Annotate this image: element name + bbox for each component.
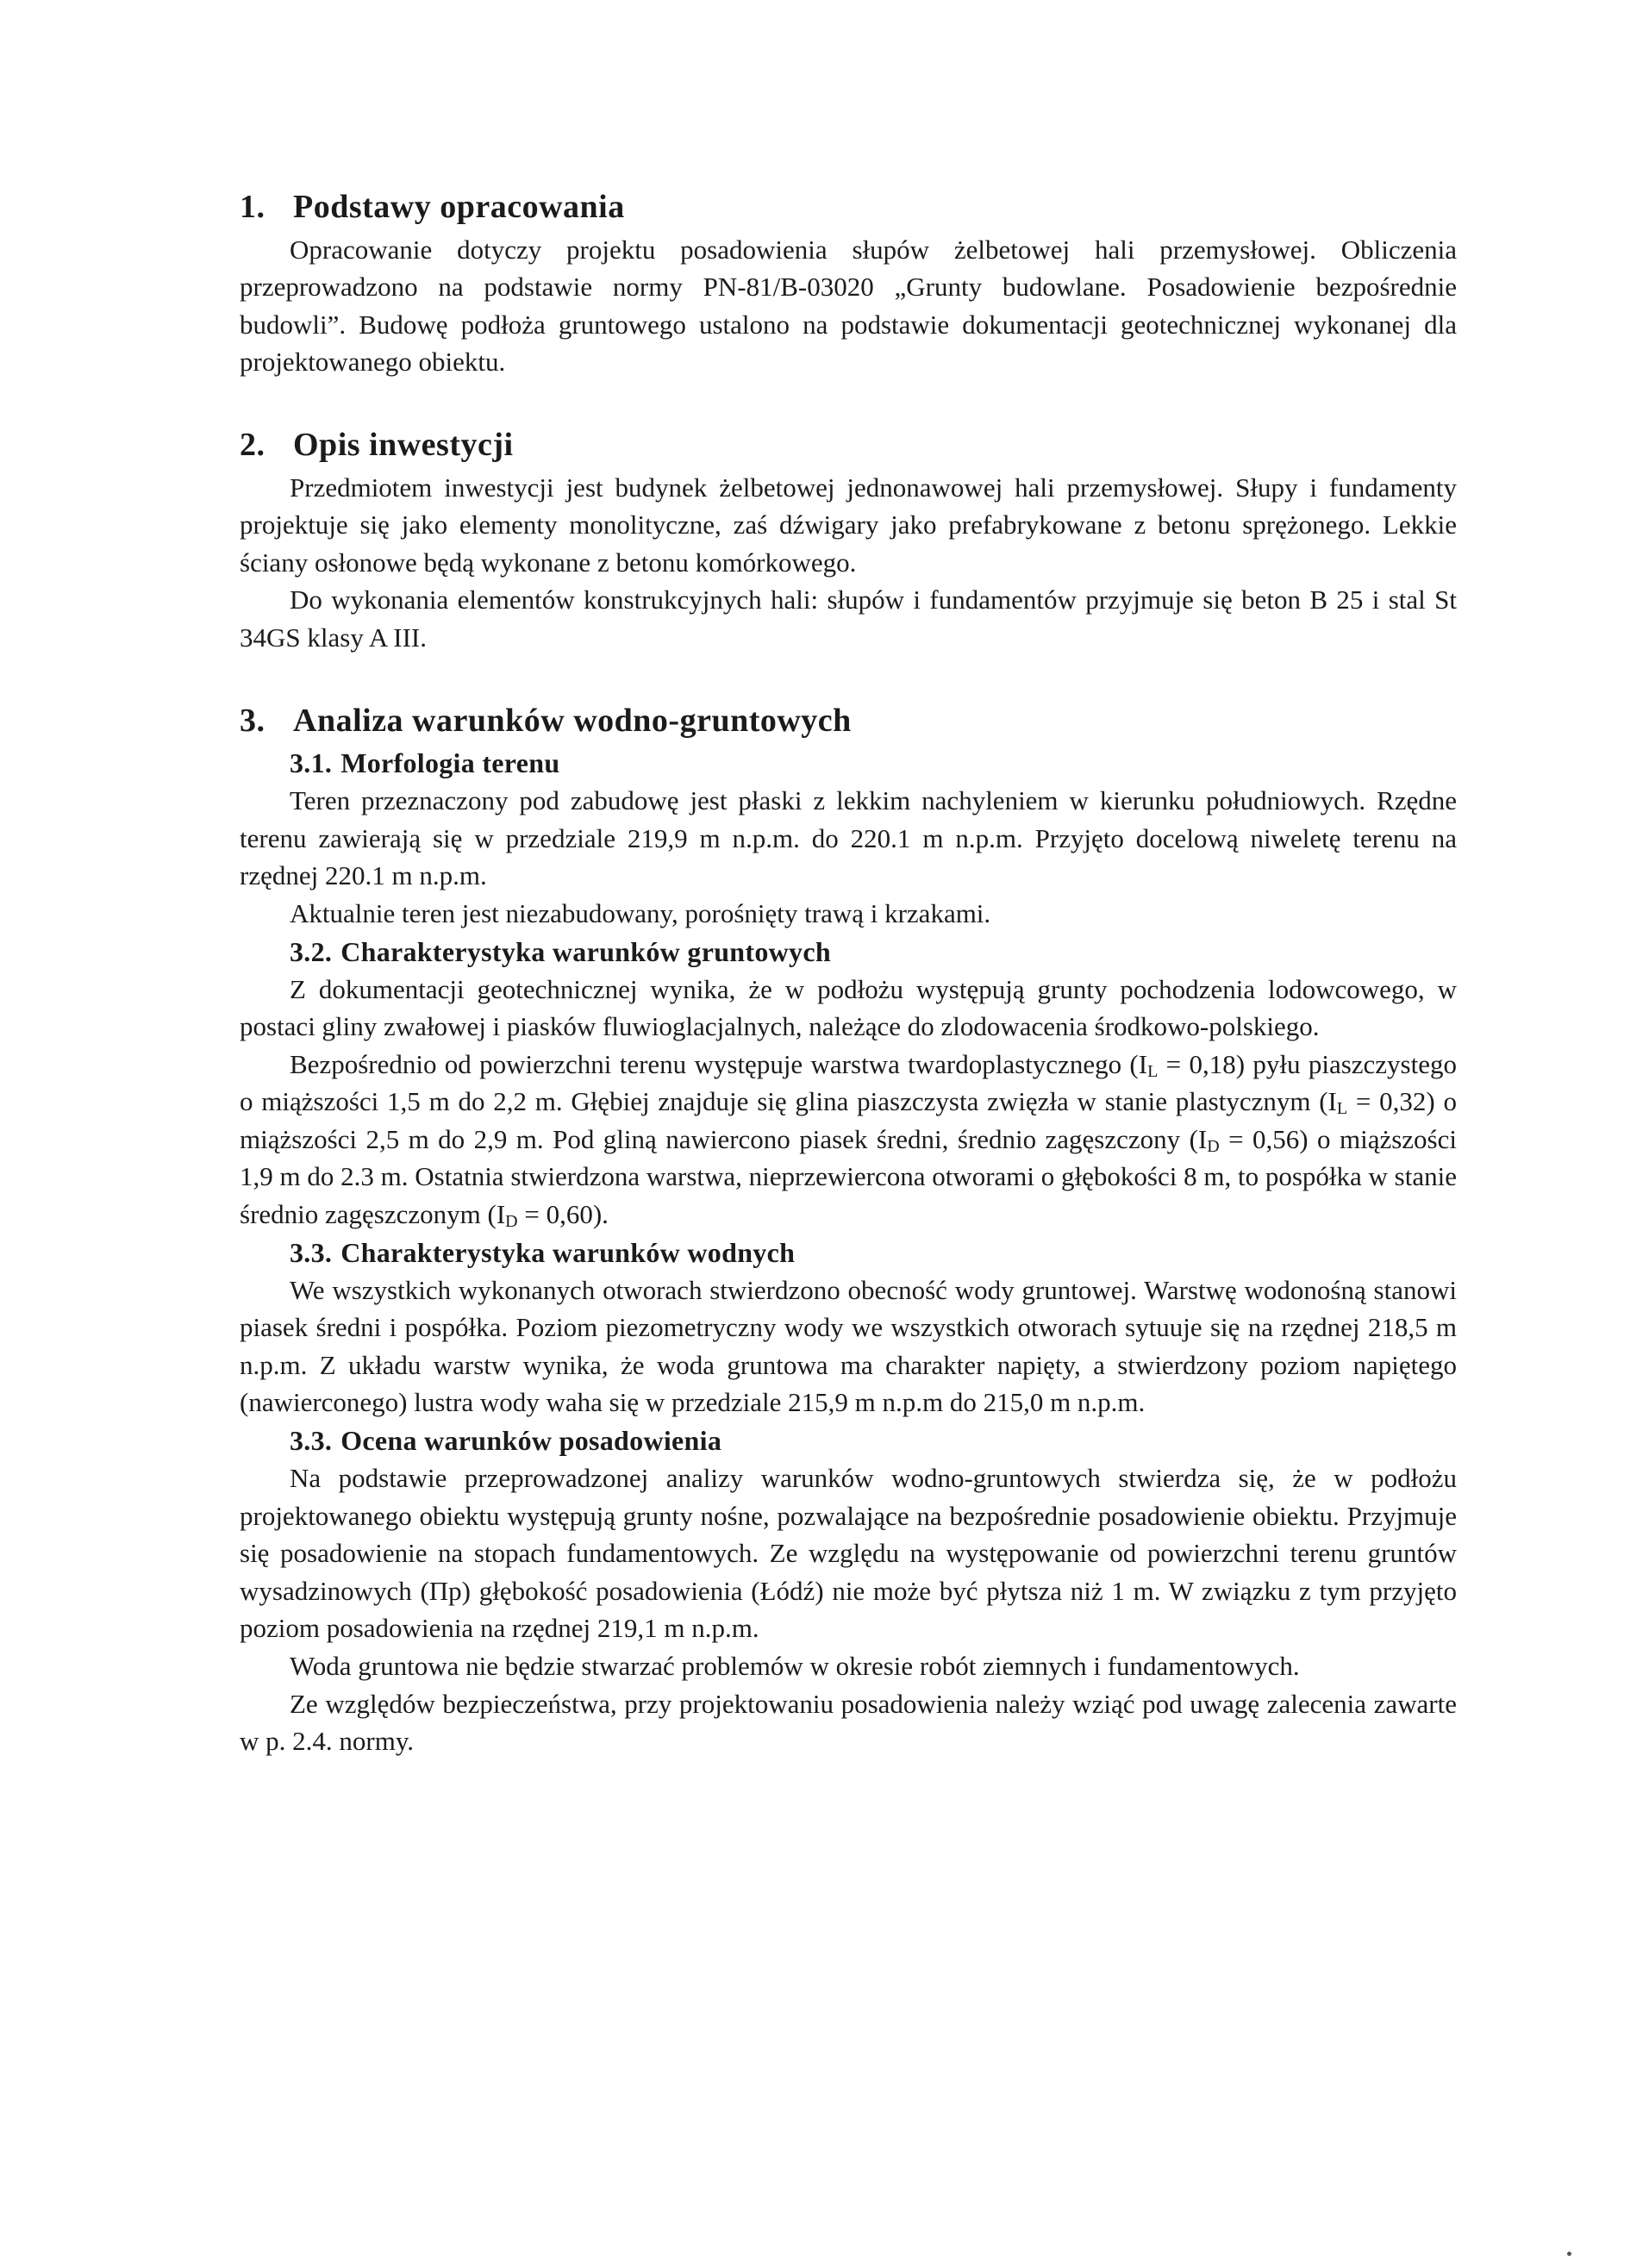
- subsection-title: Morfologia terenu: [340, 747, 560, 779]
- subsection-title: Charakterystyka warunków gruntowych: [340, 935, 831, 967]
- section-opis: [240, 426, 1457, 657]
- subsection-number: 3.3.: [290, 1425, 333, 1457]
- paragraph-soil-layers: [240, 1046, 1457, 1234]
- paragraph: Aktualnie teren jest niezabudowany, porośnięty trawą i krzakami.: [290, 897, 991, 928]
- subscript: D: [1207, 1136, 1220, 1156]
- paragraph: Z dokumentacji geotechnicznej wynika, że w podłożu występują grunty pochodzenia lodowcowego, w postaci gliny zwałowej i piasków fluwioglacjalnych, należące do zlodowacenia środkowo-polskiego.: [240, 973, 1457, 1042]
- section-number: 3.: [240, 702, 265, 739]
- subsection-number: 3.1.: [290, 747, 333, 779]
- paragraph: Do wykonania elementów konstrukcyjnych hali: słupów i fundamentów przyjmuje się beton B 25 i stal St 34GS klasy A III.: [240, 584, 1457, 653]
- paragraph: Woda gruntowa nie będzie stwarzać problemów w okresie robót ziemnych i fundamentowych.: [290, 1651, 1300, 1681]
- section-number: 1.: [240, 189, 265, 225]
- subscript: L: [1147, 1061, 1159, 1081]
- section-title: Opis inwestycji: [293, 426, 514, 463]
- paragraph: Na podstawie przeprowadzonej analizy warunków wodno-gruntowych stwierdza się, że w podłożu projektowanego obiektu występują grunty nośne, pozwalające na bezpośrednie posadowienie obiektu. Przyjmuje się posadowienie na stopach fundamentowych. Ze względu na występowanie od powierzchni terenu gruntów wysadzinowych (Пр) głębokość posadowienia (Łódź) nie może być płytsza niż 1 m. W związku z tym przyjęto poziom posadowienia na rzędnej 219,1 m n.p.m.: [240, 1463, 1457, 1644]
- subsection-heading: [290, 1234, 1457, 1271]
- text-run: = 0,60).: [517, 1199, 609, 1230]
- subscript: L: [1336, 1099, 1348, 1119]
- text-run: = 0,56) o miąższości 1,9 m do 2.3 m. Ostatnia stwierdzona warstwa, nieprzewiercona otworami o głębokości 8 m, to pospółka w stanie średnio zagęszczonym (I: [240, 1123, 1457, 1230]
- subsection-number: 3.3.: [290, 1236, 333, 1268]
- subsection-heading: [290, 1421, 1457, 1459]
- subsection-title: Charakterystyka warunków wodnych: [340, 1236, 796, 1268]
- subscript: D: [505, 1212, 518, 1232]
- subsection-heading: [290, 744, 1457, 782]
- paragraph: Opracowanie dotyczy projektu posadowienia słupów żelbetowej hali przemysłowej. Obliczenia przeprowadzono na podstawie normy PN-81/B-03020 „Grunty budowlane. Posadowienie bezpośrednie budowli”. Budowę podłoża gruntowego ustalono na podstawie dokumentacji geotechnicznej wykonanej dla projektowanego obiektu.: [240, 234, 1457, 378]
- subsection-title: Ocena warunków posadowienia: [340, 1425, 722, 1457]
- section-analiza: [240, 702, 1457, 1760]
- paragraph: Przedmiotem inwestycji jest budynek żelbetowej jednonawowej hali przemysłowej. Słupy i fundamenty projektuje się jako elementy monolityczne, zaś dźwigary jako prefabrykowane z betonu sprężonego. Lekkie ściany osłonowe będą wykonane z betonu komórkowego.: [240, 472, 1457, 578]
- paragraph: We wszystkich wykonanych otworach stwierdzono obecność wody gruntowej. Warstwę wodonośną stanowi piasek średni i pospółka. Poziom piezometryczny wody we wszystkich otworach sytuuje się na rzędnej 218,5 m n.p.m. Z układu warstw wynika, że woda gruntowa ma charakter napięty, a stwierdzony poziom napiętego (nawierconego) lustra wody waha się w przedziale 215,9 m n.p.m do 215,0 m n.p.m.: [240, 1274, 1457, 1418]
- scan-speck: [1567, 2252, 1571, 2256]
- section-title: Podstawy opracowania: [293, 189, 625, 225]
- section-podstawy: [240, 188, 1457, 381]
- section-heading: [240, 426, 1457, 465]
- paragraph: Teren przeznaczony pod zabudowę jest płaski z lekkim nachyleniem w kierunku południowych. Rzędne terenu zawierają się w przedziale 219,9 m n.p.m. do 220.1 m n.p.m. Przyjęto docelową niweletę terenu na rzędnej 220.1 m n.p.m.: [240, 785, 1457, 891]
- section-heading: [240, 188, 1457, 228]
- paragraph: Ze względów bezpieczeństwa, przy projektowaniu posadowienia należy wziąć pod uwagę zalecenia zawarte w p. 2.4. normy.: [240, 1688, 1457, 1757]
- section-title: Analiza warunków wodno-gruntowych: [293, 702, 852, 739]
- section-number: 2.: [240, 426, 265, 463]
- document-page: [240, 188, 1457, 1760]
- text-run: Bezpośrednio od powierzchni terenu występuje warstwa twardoplastycznego (I: [290, 1048, 1148, 1079]
- text-run: = 0,18) pyłu piaszczystego o miąższości 1,5 m do 2,2 m. Głębiej znajduje się glina piaszczysta zwięzła w stanie plastycznym (I: [240, 1048, 1457, 1117]
- text-run: = 0,32) o miąższości 2,5 m do 2,9 m. Pod gliną nawiercono piasek średni, średnio zagęszczony (I: [240, 1086, 1457, 1154]
- section-heading: [240, 702, 1457, 741]
- subsection-heading: [290, 933, 1457, 971]
- subsection-number: 3.2.: [290, 935, 333, 967]
